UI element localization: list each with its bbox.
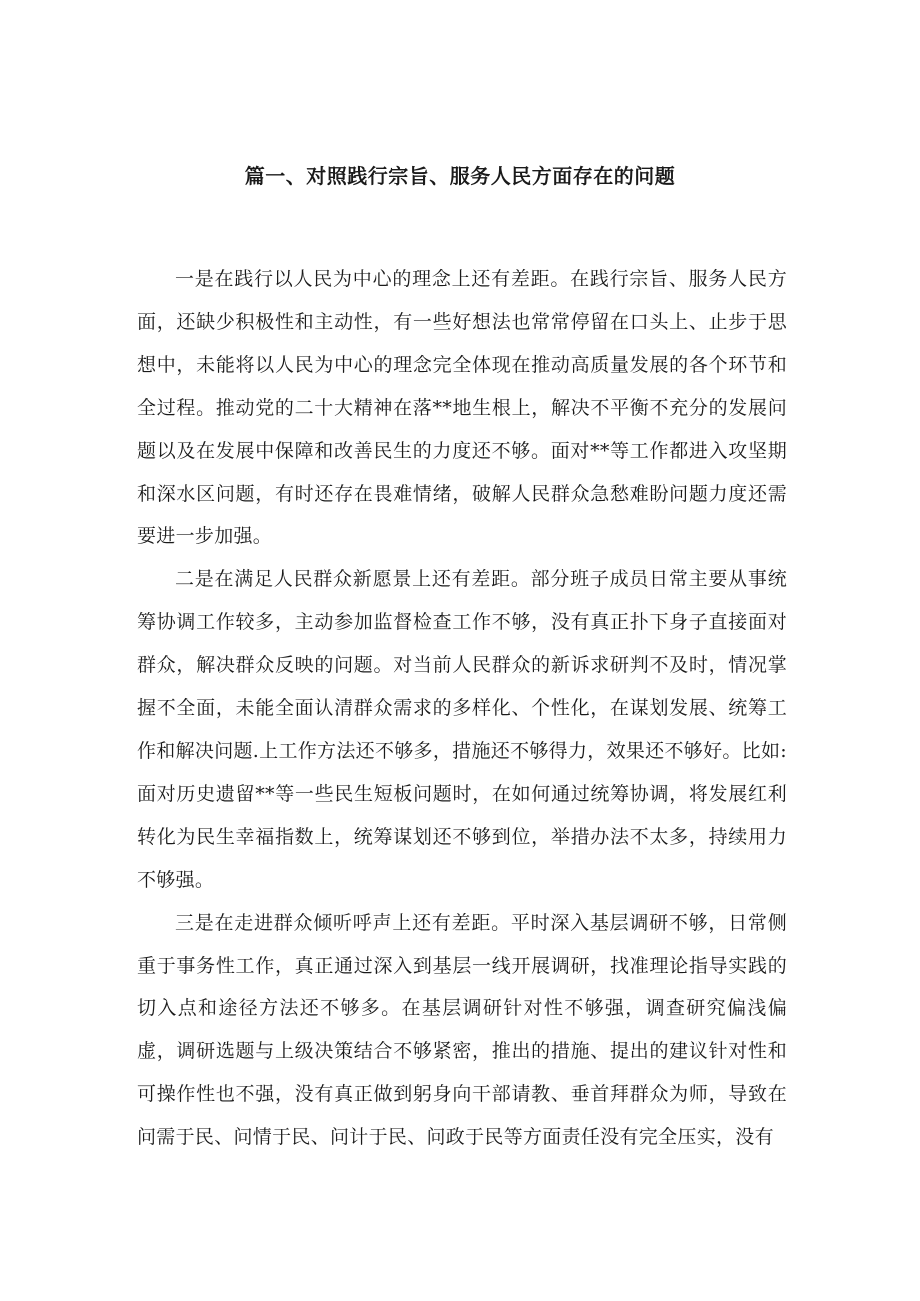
document-body xyxy=(137,258,787,1159)
paragraph-1: 一是在践行以人民为中心的理念上还有差距。在践行宗旨、服务人民方面，还缺少积极性和主动性，有一些好想法也常常停留在口头上、止步于思想中，未能将以人民为中心的理念完全体现在推动高质量发展的各个环节和全过程。推动党的二十大精神在落**地生根上，解决不平衡不充分的发展问题以及在发展中保障和改善民生的力度还不够。面对**等工作都进入攻坚期和深水区问题，有时还存在畏难情绪，破解人民群众急愁难盼问题力度还需要进一步加强。 xyxy=(137,268,787,548)
paragraph-3: 三是在走进群众倾听呼声上还有差距。平时深入基层调研不够，日常侧重于事务性工作，真正通过深入到基层一线开展调研，找准理论指导实践的切入点和途径方法还不够多。在基层调研针对性不够强，调查研究偏浅偏虚，调研选题与上级决策结合不够紧密，推出的措施、提出的建议针对性和可操作性也不强，没有真正做到躬身向干部请教、垂首拜群众为师，导致在问需于民、问情于民、问计于民、问政于民等方面责任没有完全压实，没有 xyxy=(137,911,787,1149)
paragraph-2: 二是在满足人民群众新愿景上还有差距。部分班子成员日常主要从事统筹协调工作较多，主动参加监督检查工作不够，没有真正扑下身子直接面对群众，解决群众反映的问题。对当前人民群众的新诉求研判不及时，情况掌握不全面，未能全面认清群众需求的多样化、个性化，在谋划发展、统筹工作和解决问题.上工作方法还不够多，措施还不够得力，效果还不够好。比如:面对历史遗留**等一些民生短板问题时，在如何通过统筹协调，将发展红利转化为民生幸福指数上，统筹谋划还不够到位，举措办法不太多，持续用力不够强。 xyxy=(137,568,787,891)
document-title: 篇一、对照践行宗旨、服务人民方面存在的问题 xyxy=(244,164,676,188)
